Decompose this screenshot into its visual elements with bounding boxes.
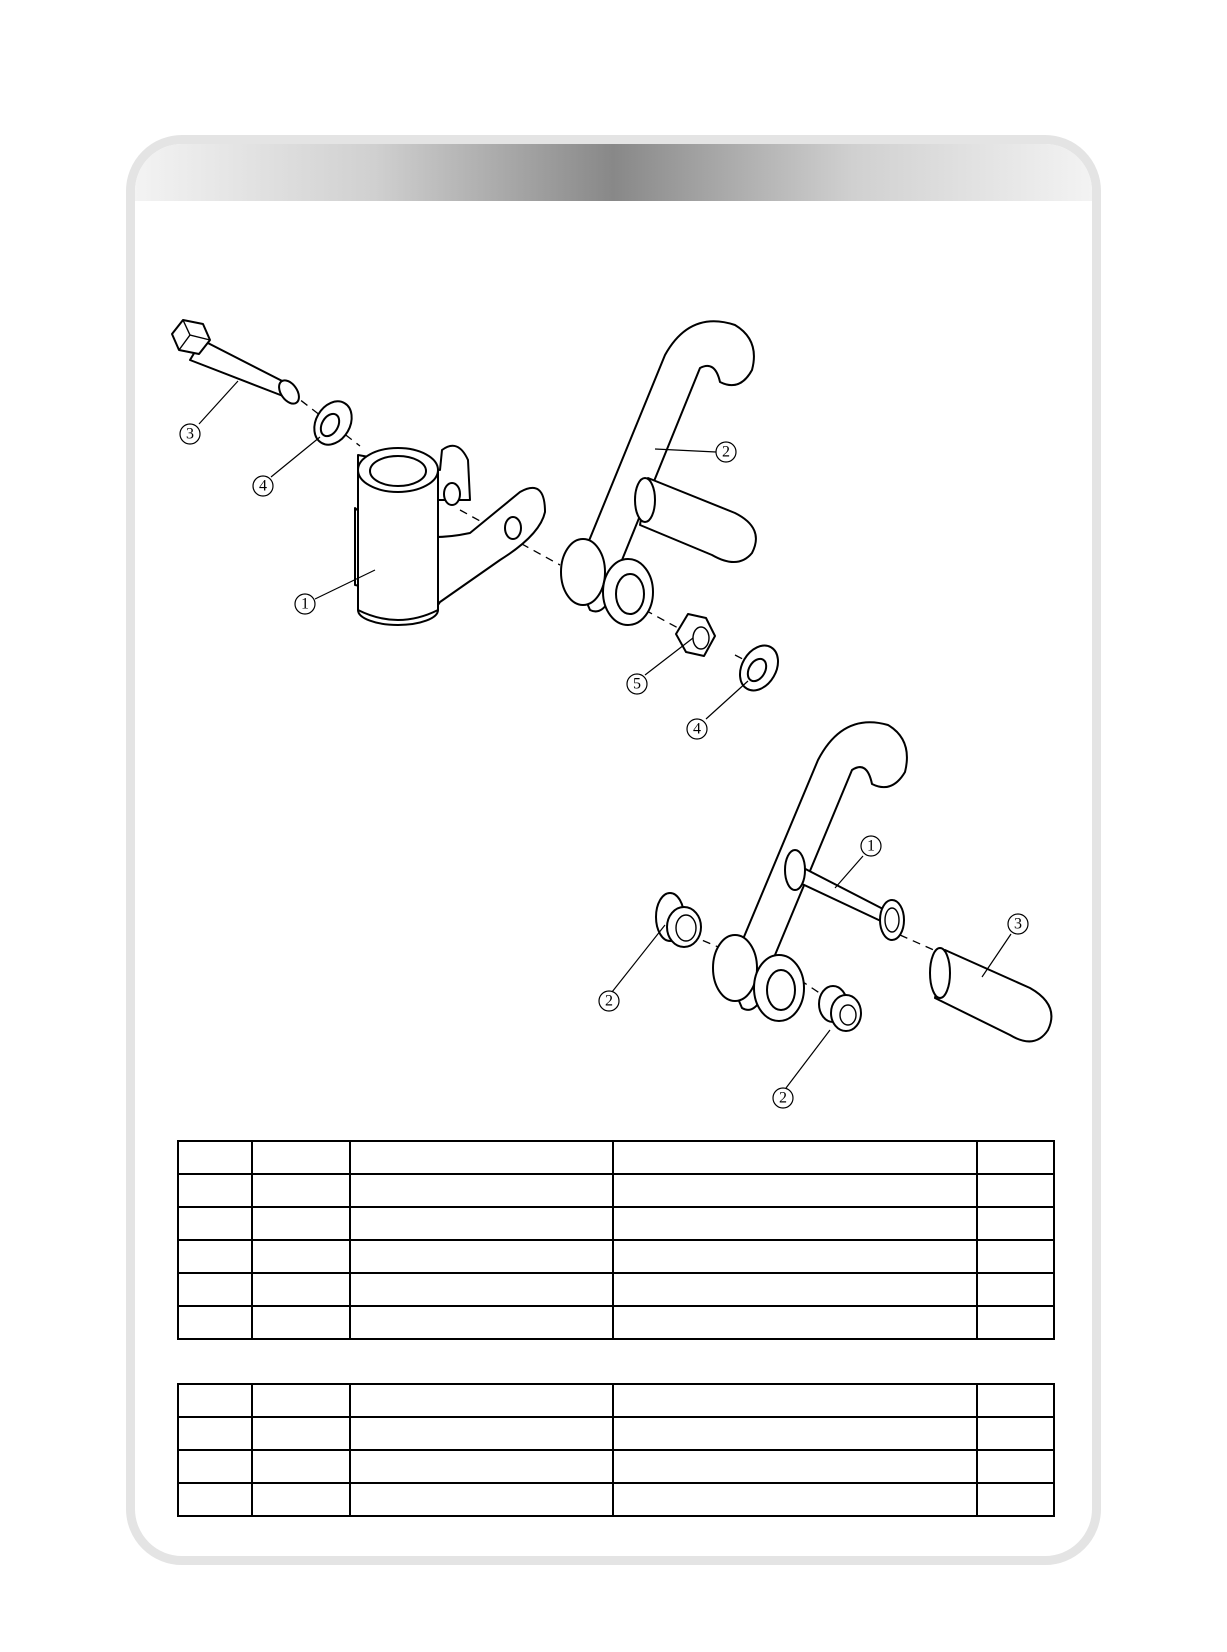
table-cell: [613, 1240, 977, 1273]
table-cell: [977, 1450, 1054, 1483]
svg-text:2: 2: [605, 992, 613, 1010]
table-cell: [613, 1483, 977, 1516]
table-cell: [350, 1417, 613, 1450]
table-row: [178, 1483, 1054, 1516]
leader-b-2-bottom: [786, 1030, 830, 1088]
svg-text:1: 1: [867, 837, 875, 855]
assembly-b: [599, 722, 1051, 1108]
table-cell: [977, 1273, 1054, 1306]
table-row: [178, 1306, 1054, 1339]
table-row: [178, 1174, 1054, 1207]
leader-a-3: [199, 381, 238, 424]
table-cell: [613, 1306, 977, 1339]
parts-table-2: [177, 1383, 1055, 1517]
svg-text:1: 1: [301, 595, 309, 613]
table-cell: [350, 1450, 613, 1483]
svg-text:5: 5: [633, 675, 641, 693]
callout-a-5: [627, 674, 647, 694]
callout-b-2-bottom: [773, 1088, 793, 1108]
svg-text:2: 2: [722, 443, 730, 461]
table-row: [178, 1384, 1054, 1417]
table-cell: [613, 1273, 977, 1306]
table-cell: [613, 1141, 977, 1174]
callout-a-4-top: [253, 476, 273, 496]
table-cell: [252, 1240, 350, 1273]
leader-b-3: [982, 934, 1011, 977]
nut: [676, 614, 715, 656]
table-cell: [178, 1141, 252, 1174]
bushing-left: [656, 893, 701, 947]
callout-a-1: [295, 594, 315, 614]
bushing-bottom: [819, 986, 861, 1031]
table-cell: [252, 1273, 350, 1306]
table-cell: [252, 1384, 350, 1417]
pin: [930, 948, 1051, 1041]
table-cell: [252, 1417, 350, 1450]
assembly-a: [172, 320, 786, 739]
callout-b-2-left: [599, 991, 619, 1011]
table-cell: [977, 1483, 1054, 1516]
bolt: [172, 320, 303, 407]
leader-b-2-left: [612, 925, 665, 992]
table-cell: [977, 1141, 1054, 1174]
table-cell: [613, 1417, 977, 1450]
table-cell: [252, 1306, 350, 1339]
table-cell: [350, 1384, 613, 1417]
table-cell: [178, 1384, 252, 1417]
callout-a-4-bottom: [687, 719, 707, 739]
table-cell: [350, 1306, 613, 1339]
svg-text:2: 2: [779, 1089, 787, 1107]
table-cell: [252, 1450, 350, 1483]
table-cell: [977, 1417, 1054, 1450]
leader-b-1: [835, 856, 863, 888]
table-cell: [350, 1207, 613, 1240]
table-cell: [178, 1417, 252, 1450]
table-cell: [977, 1240, 1054, 1273]
leader-a-5: [645, 638, 693, 675]
table-cell: [178, 1483, 252, 1516]
table-cell: [178, 1174, 252, 1207]
table-cell: [178, 1207, 252, 1240]
table-cell: [350, 1141, 613, 1174]
table-cell: [350, 1174, 613, 1207]
svg-text:3: 3: [186, 425, 194, 443]
bracket: [355, 446, 545, 625]
table-row: [178, 1240, 1054, 1273]
table-cell: [252, 1483, 350, 1516]
table-cell: [252, 1207, 350, 1240]
table-cell: [977, 1207, 1054, 1240]
table-cell: [613, 1174, 977, 1207]
leader-a-4-bottom: [706, 681, 748, 719]
table-cell: [252, 1141, 350, 1174]
table-cell: [977, 1306, 1054, 1339]
lever-arm-a: [561, 321, 756, 625]
table-row: [178, 1207, 1054, 1240]
table-row: [178, 1450, 1054, 1483]
table-row: [178, 1417, 1054, 1450]
table-cell: [613, 1384, 977, 1417]
table-cell: [178, 1450, 252, 1483]
table-cell: [977, 1384, 1054, 1417]
leader-a-4-top: [271, 437, 320, 477]
svg-text:4: 4: [259, 477, 267, 495]
table-cell: [613, 1207, 977, 1240]
svg-text:3: 3: [1014, 915, 1022, 933]
callout-b-1: [861, 836, 881, 856]
table-cell: [178, 1306, 252, 1339]
table-cell: [252, 1174, 350, 1207]
table-cell: [350, 1483, 613, 1516]
table-row: [178, 1273, 1054, 1306]
table-cell: [178, 1273, 252, 1306]
svg-text:4: 4: [693, 720, 701, 738]
callout-b-3: [1008, 914, 1028, 934]
table-cell: [977, 1174, 1054, 1207]
table-row: [178, 1141, 1054, 1174]
tube: [785, 850, 904, 940]
parts-table-1: [177, 1140, 1055, 1340]
table-cell: [613, 1450, 977, 1483]
callout-a-3: [180, 424, 200, 444]
table-cell: [350, 1273, 613, 1306]
callout-a-2: [716, 442, 736, 462]
table-cell: [178, 1240, 252, 1273]
table-cell: [350, 1240, 613, 1273]
washer-top: [307, 395, 359, 452]
